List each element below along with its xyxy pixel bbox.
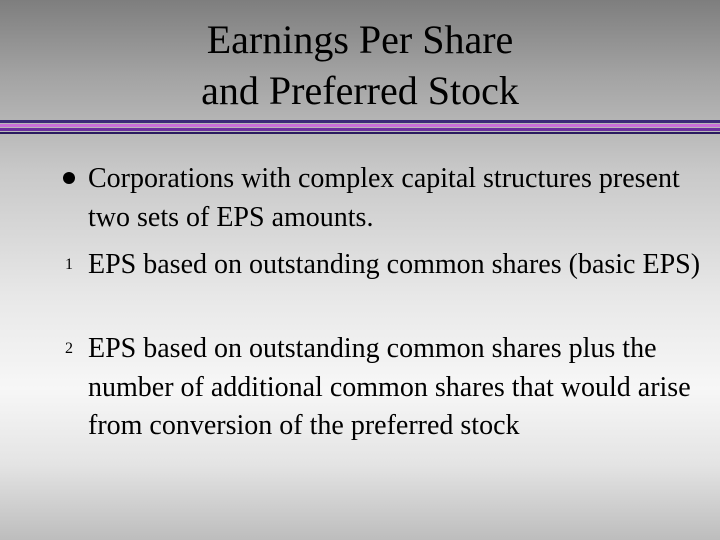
list-item-text: EPS based on outstanding common shares plus the number of additional common shares that would arise from conversion of the preferred stock	[88, 333, 691, 441]
list-item-text: EPS based on outstanding common shares (basic EPS)	[88, 249, 701, 280]
list-item-number: 1	[65, 256, 73, 273]
slide-title	[0, 14, 720, 116]
title-divider-highlight	[0, 124, 720, 127]
list-item-text: Corporations with complex capital structures present two sets of EPS amounts.	[88, 163, 680, 233]
bullet-dot-icon	[63, 172, 75, 184]
title-line-2: and Preferred Stock	[201, 68, 519, 113]
title-divider-top	[0, 120, 720, 123]
title-line-1: Earnings Per Share	[206, 17, 514, 62]
title-divider-bottom	[0, 132, 720, 134]
title-divider-middle	[0, 128, 720, 131]
list-item-number: 2	[65, 340, 73, 357]
